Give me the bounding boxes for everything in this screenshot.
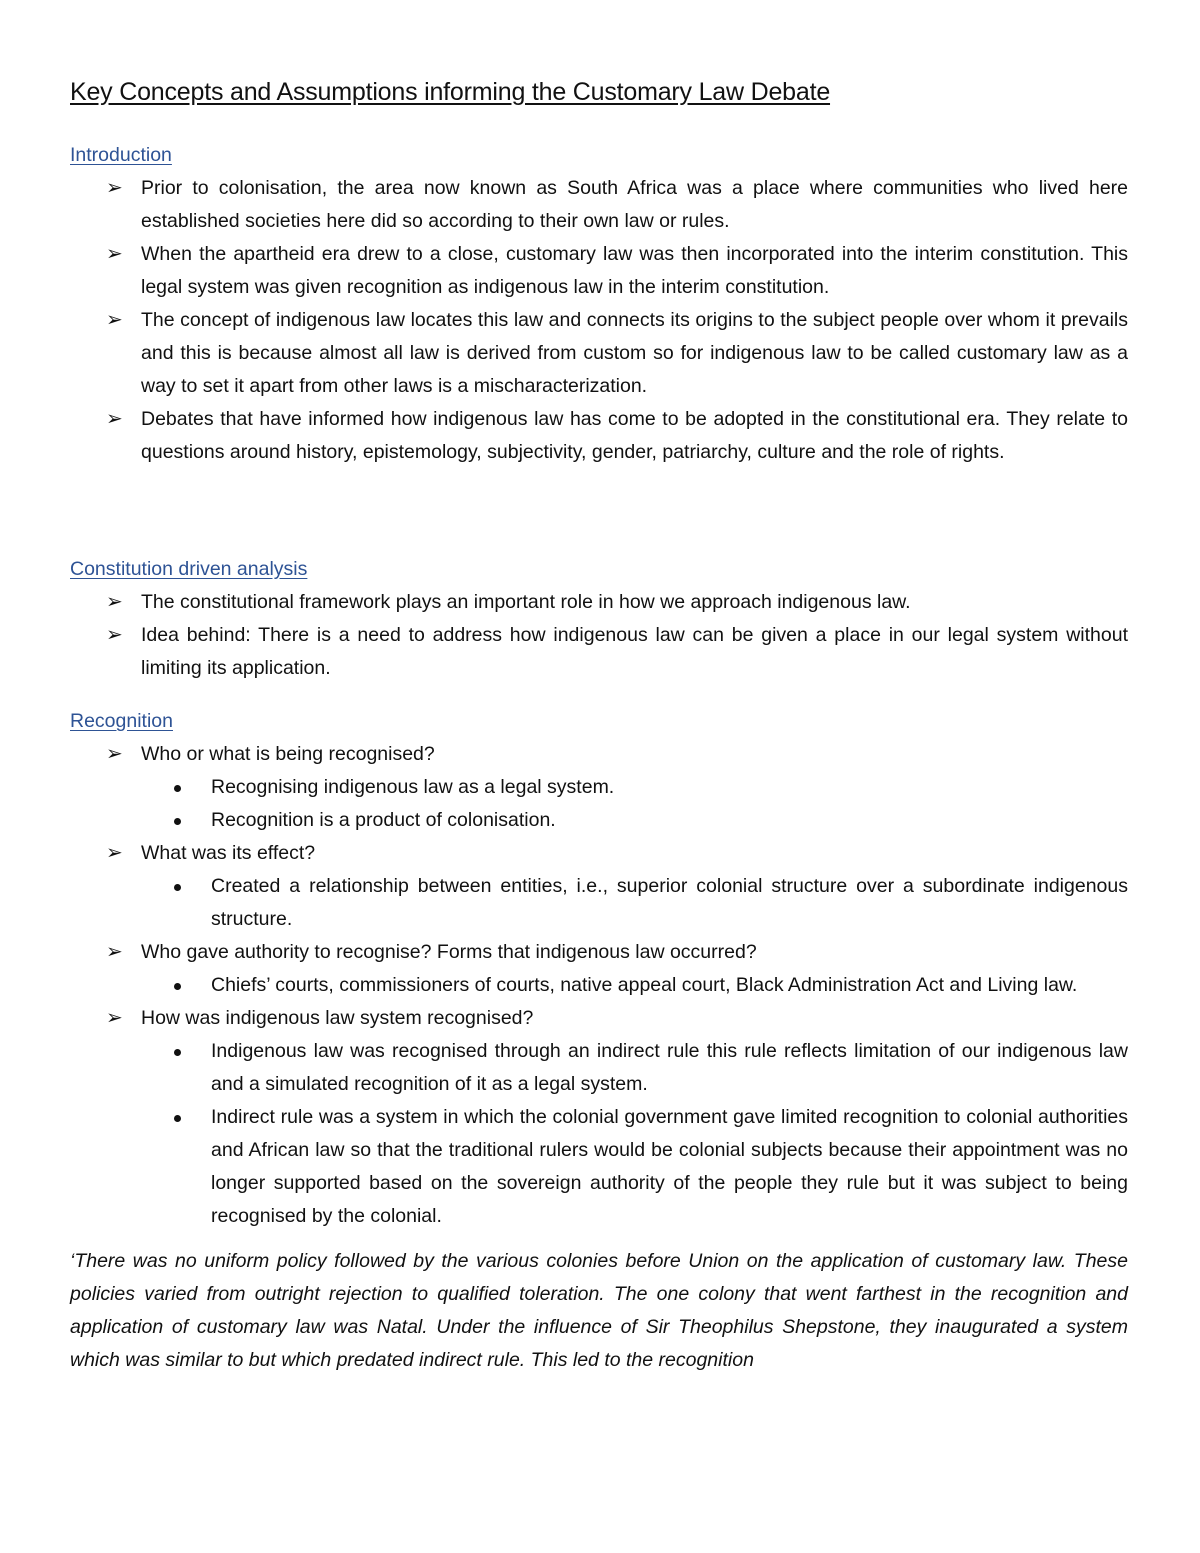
sub-list-item: Chiefs’ courts, commissioners of courts, native appeal court, Black Administration Act and Living law. <box>70 969 1128 1002</box>
dot-bullet-icon <box>174 818 181 825</box>
document-title: Key Concepts and Assumptions informing the Customary Law Debate <box>70 78 831 106</box>
list-item: ➢ How was indigenous law system recognised? Indigenous law was recognised through an indirect rule this rule reflects limitation of our indigenous law and a simulated recognition of it as a legal system. Indirect rule was a system in which the colonial government gave limited recognition to colonial authorities and African law so that the traditional rulers would be colonial subjects because their appointment was no longer supported based on the sovereign authority of the people they rule but it was subject to being recognised by the colonial. <box>70 1002 1128 1233</box>
sub-list <box>141 1035 1128 1233</box>
arrow-bullet-icon: ➢ <box>106 941 123 963</box>
introduction-list <box>70 172 1128 469</box>
quotation-paragraph: ‘There was no uniform policy followed by the various colonies before Union on the application of customary law. These policies varied from outright rejection to qualified toleration. The one colony that went farthest in the recognition and application of customary law was Natal. Under the influence of Sir Theophilus Shepstone, they inaugurated a system which was similar to but which predated indirect rule. This led to the recognition <box>70 1250 1128 1371</box>
constitution-section <box>70 555 1128 685</box>
sub-list <box>141 771 1128 837</box>
dot-bullet-icon <box>174 1049 181 1056</box>
list-item: ➢ Debates that have informed how indigenous law has come to be adopted in the constitutional era. They relate to questions around history, epistemology, subjectivity, gender, patriarchy, culture and the role of rights. <box>70 403 1128 469</box>
list-item: ➢ Who gave authority to recognise? Forms that indigenous law occurred? Chiefs’ courts, commissioners of courts, native appeal court, Black Administration Act and Living law. <box>70 936 1128 1002</box>
sub-list-item: Created a relationship between entities, i.e., superior colonial structure over a subordinate indigenous structure. <box>70 870 1128 936</box>
sub-list-item: Recognition is a product of colonisation. <box>70 804 1128 837</box>
arrow-bullet-icon: ➢ <box>106 408 123 430</box>
list-item: ➢ The constitutional framework plays an important role in how we approach indigenous law. <box>70 586 1128 619</box>
sub-list <box>141 969 1128 1002</box>
spacer <box>70 469 1128 555</box>
list-item: ➢ Idea behind: There is a need to address how indigenous law can be given a place in our legal system without limiting its application. <box>70 619 1128 685</box>
arrow-bullet-icon: ➢ <box>106 743 123 765</box>
arrow-bullet-icon: ➢ <box>106 624 123 646</box>
dot-bullet-icon <box>174 785 181 792</box>
introduction-heading: Introduction <box>70 144 172 166</box>
sub-list-item: Recognising indigenous law as a legal system. <box>70 771 1128 804</box>
recognition-heading: Recognition <box>70 710 173 732</box>
list-item: ➢ What was its effect? Created a relationship between entities, i.e., superior colonial structure over a subordinate indigenous structure. <box>70 837 1128 936</box>
constitution-heading: Constitution driven analysis <box>70 558 308 580</box>
list-item: ➢ When the apartheid era drew to a close, customary law was then incorporated into the interim constitution. This legal system was given recognition as indigenous law in the interim constitution. <box>70 238 1128 304</box>
document-page <box>70 78 1128 1377</box>
spacer <box>70 685 1128 707</box>
recognition-section <box>70 707 1128 1233</box>
sub-list-item: Indirect rule was a system in which the colonial government gave limited recognition to colonial authorities and African law so that the traditional rulers would be colonial subjects because their appointment was no longer supported based on the sovereign authority of the people they rule but it was subject to being recognised by the colonial. <box>70 1101 1128 1233</box>
arrow-bullet-icon: ➢ <box>106 243 123 265</box>
recognition-list <box>70 738 1128 1233</box>
arrow-bullet-icon: ➢ <box>106 309 123 331</box>
constitution-list <box>70 586 1128 685</box>
sub-list <box>141 870 1128 936</box>
list-item: ➢ Who or what is being recognised? Recognising indigenous law as a legal system. Recognition is a product of colonisation. <box>70 738 1128 837</box>
arrow-bullet-icon: ➢ <box>106 842 123 864</box>
arrow-bullet-icon: ➢ <box>106 591 123 613</box>
dot-bullet-icon <box>174 1115 181 1122</box>
arrow-bullet-icon: ➢ <box>106 177 123 199</box>
sub-list-item: Indigenous law was recognised through an indirect rule this rule reflects limitation of our indigenous law and a simulated recognition of it as a legal system. <box>70 1035 1128 1101</box>
arrow-bullet-icon: ➢ <box>106 1007 123 1029</box>
dot-bullet-icon <box>174 983 181 990</box>
list-item: ➢ The concept of indigenous law locates this law and connects its origins to the subject people over whom it prevails and this is because almost all law is derived from custom so for indigenous law to be called customary law as a way to set it apart from other laws is a mischaracterization. <box>70 304 1128 403</box>
introduction-section <box>70 141 1128 469</box>
list-item: ➢ Prior to colonisation, the area now known as South Africa was a place where communities who lived here established societies here did so according to their own law or rules. <box>70 172 1128 238</box>
dot-bullet-icon <box>174 884 181 891</box>
